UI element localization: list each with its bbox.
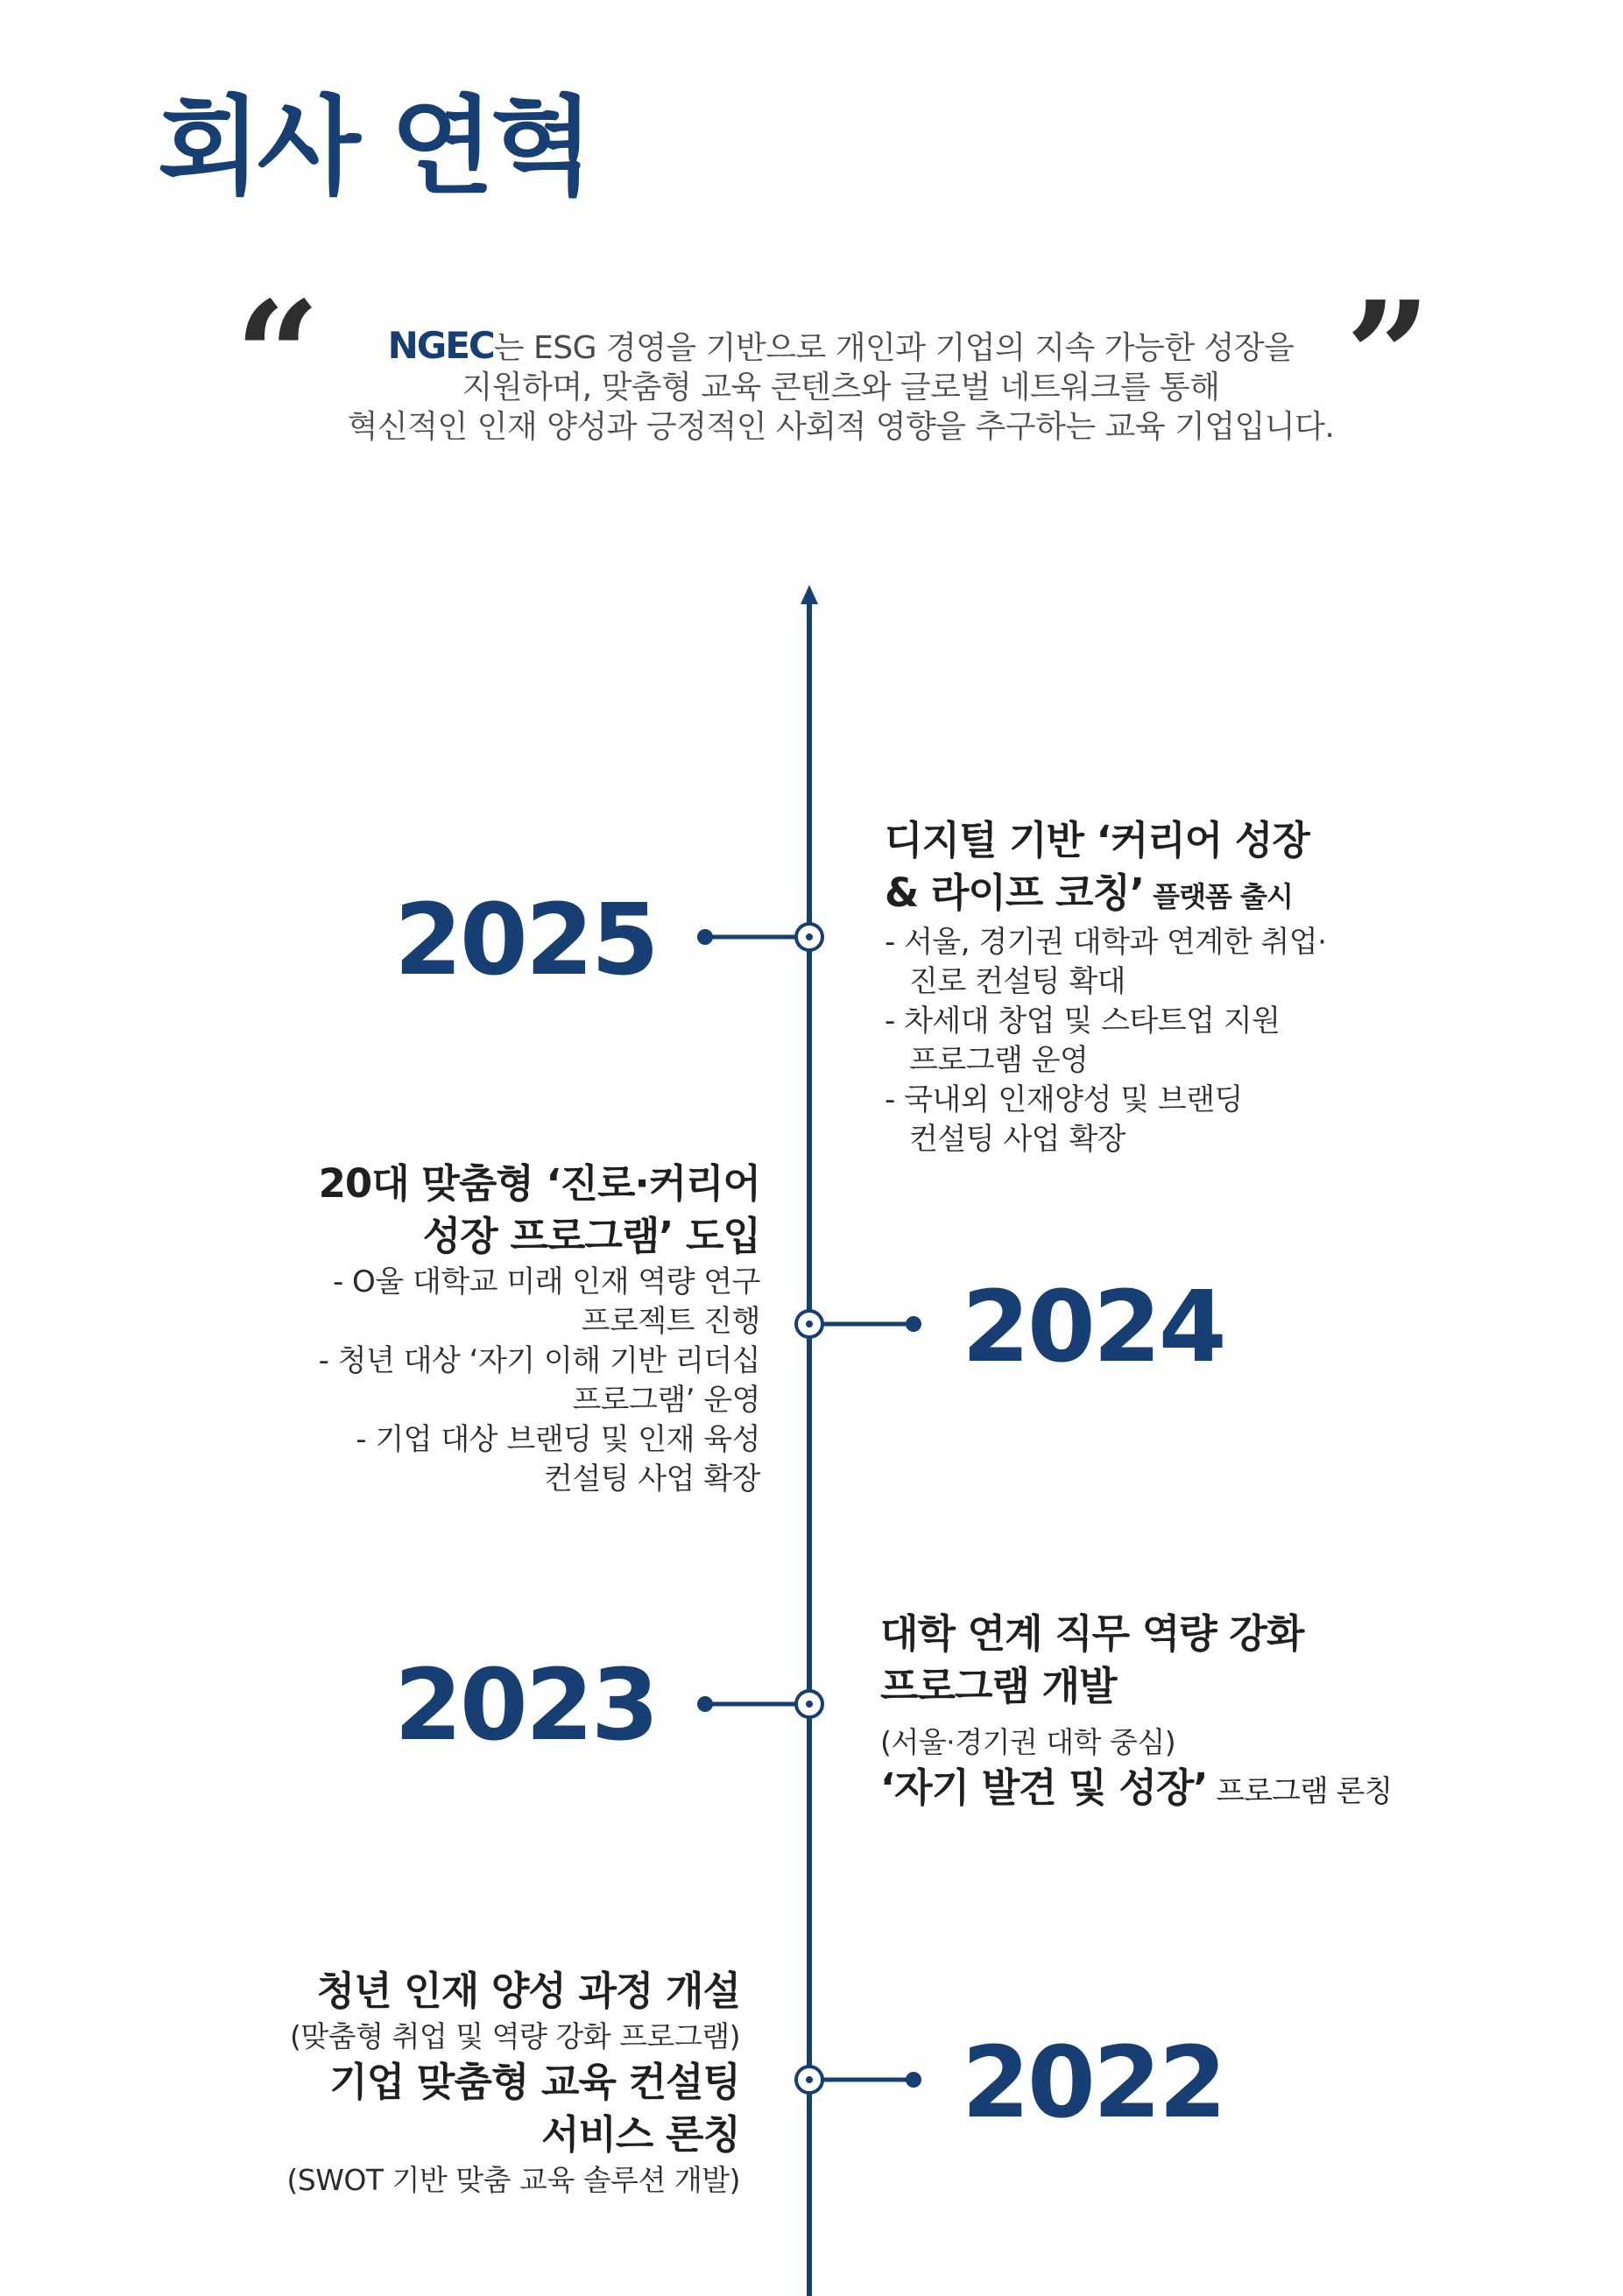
event-2025-details bbox=[885, 923, 1326, 1159]
event-2025 bbox=[885, 814, 1326, 1159]
event-2024-bullet-1: - O울 대학교 미래 인재 역량 연구 bbox=[332, 1264, 760, 1299]
event-2023-title-2-suffix: 프로그램 론칭 bbox=[1207, 1774, 1393, 1809]
event-2025-title bbox=[885, 814, 1326, 923]
event-2023 bbox=[880, 1608, 1392, 1818]
connector-2025 bbox=[697, 924, 822, 950]
event-2025-bullet-2-cont: 프로그램 운영 bbox=[909, 1043, 1089, 1078]
connector-2024 bbox=[796, 1311, 921, 1337]
connector-2022 bbox=[796, 2067, 921, 2093]
event-2024-details bbox=[319, 1263, 760, 1499]
event-2024-bullet-2: - 청년 대상 ‘자기 이해 기반 리더십 bbox=[318, 1343, 760, 1378]
year-2025: 2025 bbox=[394, 884, 657, 997]
event-2022-subtitle-2: (SWOT 기반 맞춤 교육 솔루션 개발) bbox=[286, 2163, 740, 2197]
event-2022-title-2 bbox=[286, 2056, 740, 2161]
timeline-arrow-icon bbox=[801, 585, 818, 604]
brand-name: NGEC bbox=[387, 324, 494, 367]
year-2024: 2024 bbox=[962, 1271, 1224, 1384]
event-2025-title-suffix: 플랫폼 출시 bbox=[1144, 880, 1293, 913]
intro-line-3: 혁신적인 인재 양성과 긍정적인 사회적 영향을 추구하는 교육 기업입니다. bbox=[347, 409, 1335, 445]
event-2025-bullet-1-cont: 진로 컨설팅 확대 bbox=[909, 964, 1126, 999]
close-quote-icon: ” bbox=[1345, 269, 1431, 444]
event-2024-bullet-3-cont: 컨설팅 사업 확장 bbox=[543, 1461, 760, 1497]
event-2023-title-line-2: 프로그램 개발 bbox=[880, 1663, 1117, 1709]
event-2022-title: 청년 인재 양성 과정 개설 bbox=[316, 1968, 740, 2014]
connector-2023 bbox=[697, 1691, 822, 1717]
event-2023-title-2-text: ‘자기 발견 및 성장’ bbox=[880, 1764, 1208, 1811]
event-2025-bullet-1: - 서울, 경기권 대학과 연계한 취업· bbox=[885, 925, 1327, 960]
event-2024 bbox=[319, 1158, 760, 1499]
event-2024-title-line-2: 성장 프로그램’ 도입 bbox=[422, 1213, 760, 1259]
event-2025-bullet-3: - 국내외 인재양성 및 브랜딩 bbox=[885, 1082, 1243, 1117]
event-2022-title-2-line-1: 기업 맞춤형 교육 컨설팅 bbox=[329, 2059, 740, 2105]
page-title: 회사 연혁 bbox=[158, 85, 590, 209]
event-2025-title-line-2-text: & 라이프 코칭’ bbox=[885, 870, 1145, 916]
event-2023-subtitle: (서울·경기권 대학 중심) bbox=[880, 1725, 1176, 1759]
event-2022-title-2-line-2: 서비스 론칭 bbox=[540, 2111, 740, 2158]
intro-line-1-text: 는 ESG 경영을 기반으로 개인과 기업의 지속 가능한 성장을 bbox=[493, 330, 1295, 366]
event-2023-title-line-1: 대학 연계 직무 역량 강화 bbox=[880, 1610, 1304, 1657]
event-2023-title-2-line bbox=[880, 1762, 1392, 1818]
event-2023-title bbox=[880, 1608, 1392, 1713]
event-2025-title-line-1: 디지털 기반 ‘커리어 성장 bbox=[885, 817, 1309, 863]
year-2023: 2023 bbox=[394, 1649, 657, 1763]
event-2024-title-line-1: 20대 맞춤형 ‘진로·커리어 bbox=[318, 1160, 760, 1207]
event-2024-bullet-3: - 기업 대상 브랜딩 및 인재 육성 bbox=[356, 1422, 760, 1457]
event-2025-title-line-2 bbox=[885, 867, 1326, 923]
event-2024-bullet-1-cont: 프로젝트 진행 bbox=[581, 1304, 760, 1339]
event-2024-title bbox=[319, 1158, 760, 1263]
event-2025-bullet-2: - 차세대 창업 및 스타트업 지원 bbox=[885, 1004, 1281, 1039]
event-2022-subtitle: (맞춤형 취업 및 역량 강화 프로그램) bbox=[290, 2019, 740, 2053]
event-2024-bullet-2-cont: 프로그램’ 운영 bbox=[572, 1383, 760, 1418]
open-quote-icon: “ bbox=[235, 269, 321, 444]
event-2025-bullet-3-cont: 컨설팅 사업 확장 bbox=[909, 1122, 1126, 1157]
event-2023-title-2 bbox=[880, 1762, 1392, 1818]
year-2022: 2022 bbox=[962, 2026, 1224, 2140]
event-2022 bbox=[286, 1965, 740, 2200]
intro-line-2: 지원하며, 맞춤형 교육 콘텐츠와 글로벌 네트워크를 통해 bbox=[462, 370, 1220, 405]
